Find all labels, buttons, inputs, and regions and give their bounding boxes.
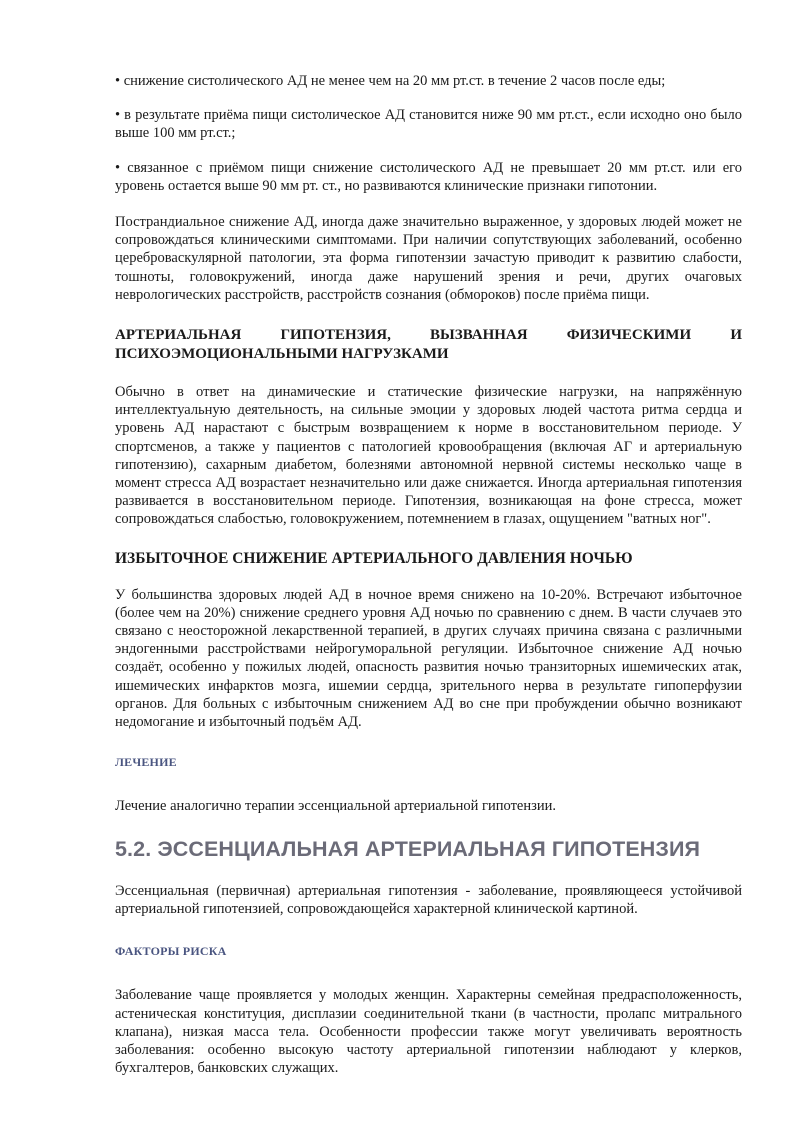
- paragraph-postprandial: Пострандиальное снижение АД, иногда даже значительно выраженное, у здоровых людей может не сопровождаться клиническими симптомами. При наличии сопутствующих заболеваний, особенно цереброваскулярной патологии, эта форма гипотензии зачастую приводит к развитию слабости, тошноты, головокружений, иногда даже нарушений зрения и речи, других очаговых неврологических расстройств, расстройств сознания (обмороков) после приёма пищи.: [115, 214, 742, 303]
- bullet-item: • в результате приёма пищи систолическое АД становится ниже 90 мм рт.ст., если исходно оно было выше 100 мм рт.ст.;: [115, 107, 742, 142]
- bullet-item: • связанное с приёмом пищи снижение систолического АД не превышает 20 мм рт.ст. или его уровень остается выше 90 мм рт. ст., но развиваются клинические признаки гипотонии.: [115, 159, 742, 194]
- paragraph-risk-factors: Заболевание чаще проявляется у молодых женщин. Характерны семейная предрасположенность, астеническая конституция, дисплазии соединительной ткани (в частности, пролапс митрального клапана), низкая масса тела. Особенности профессии также могут увеличивать вероятность заболевания: особенно высокую частоту артериальной гипотензии наблюдают у клерков, бухгалтеров, банковских служащих.: [115, 987, 742, 1077]
- heading-risk-factors: ФАКТОРЫ РИСКА: [115, 944, 227, 959]
- paragraph-treatment: Лечение аналогично терапии эссенциальной артериальной гипотензии.: [115, 798, 556, 815]
- bullet-item: • снижение систолического АД не менее чем на 20 мм рт.ст. в течение 2 часов после еды;: [115, 73, 666, 89]
- document-page: [115, 72, 742, 1077]
- heading-physical-load: АРТЕРИАЛЬНАЯ ГИПОТЕНЗИЯ, ВЫЗВАННАЯ ФИЗИЧЕСКИМИ И ПСИХОЭМОЦИОНАЛЬНЫМИ НАГРУЗКАМИ: [115, 327, 742, 362]
- section-title: 5.2. ЭССЕНЦИАЛЬНАЯ АРТЕРИАЛЬНАЯ ГИПОТЕНЗИЯ: [115, 836, 701, 861]
- paragraph-definition: Эссенциальная (первичная) артериальная гипотензия - заболевание, проявляющееся устойчивой артериальной гипотензией, сопровождающейся характерной клинической картиной.: [115, 882, 742, 917]
- heading-night-hypotension: ИЗБЫТОЧНОЕ СНИЖЕНИЕ АРТЕРИАЛЬНОГО ДАВЛЕНИЯ НОЧЬЮ: [115, 549, 633, 567]
- heading-treatment: ЛЕЧЕНИЕ: [115, 755, 177, 770]
- paragraph-physical-load: Обычно в ответ на динамические и статические физические нагрузки, на напряжённую интеллектуальную деятельность, на сильные эмоции у здоровых людей частота ритма сердца и уровень АД нарастают с быстрым возвращением к норме в восстановительном периоде. У спортсменов, а также у пациентов с патологией кровообращения (включая АГ и артериальную гипотензию), сахарным диабетом, болезнями автономной нервной системы несколько чаще в момент стресса АД возрастает незначительно или даже снижается. Иногда артериальная гипотензия развивается в восстановительном периоде. Гипотензия, возникающая на фоне стресса, может сопровождаться слабостью, головокружением, потемнением в глазах, ощущением "ватных ног".: [115, 384, 742, 528]
- paragraph-night-hypotension: У большинства здоровых людей АД в ночное время снижено на 10-20%. Встречают избыточное (более чем на 20%) снижение среднего уровня АД ночью по сравнению с днем. В части случаев это связано с неосторожной лекарственной терапией, в других случаях причина связана с различными эндогенными расстройствами нейрогуморальной регуляции. Избыточное снижение АД ночью создаёт, особенно у пожилых людей, опасность развития ночью транзиторных ишемических атак, ишемических инфарктов мозга, ишемии сердца, зрительного нерва в результате гипоперфузии органов. Для больных с избыточным снижением АД во сне при пробуждении обычно возникают недомогание и избыточный подъём АД.: [115, 586, 742, 731]
